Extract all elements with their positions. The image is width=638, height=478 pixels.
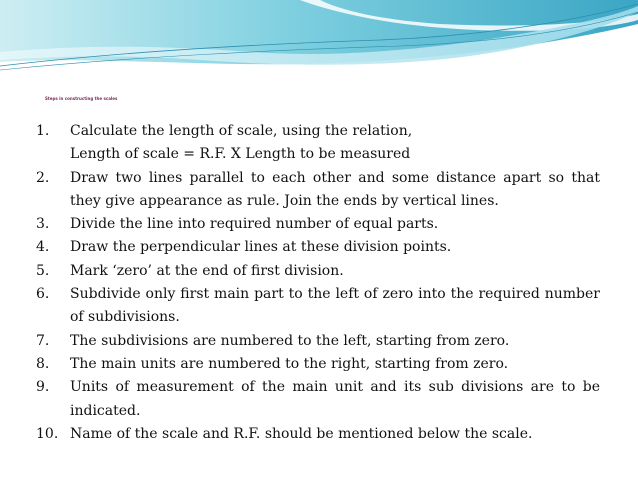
step-text: Length of scale = R.F. X Length to be measured xyxy=(70,146,411,163)
steps-list xyxy=(36,120,600,446)
step-number: 5. xyxy=(36,262,50,279)
step-number: 9. xyxy=(36,379,50,396)
step-item xyxy=(36,330,600,353)
step-text: Name of the scale and R.F. should be mentioned below the scale. xyxy=(70,425,533,442)
step-text: Calculate the length of scale, using the relation, xyxy=(70,123,413,139)
step-item xyxy=(36,120,600,167)
step-item xyxy=(36,376,600,423)
step-item xyxy=(36,353,600,376)
step-item xyxy=(36,236,600,259)
step-number: 3. xyxy=(36,216,50,233)
step-number: 8. xyxy=(36,355,50,372)
step-text: Mark ‘zero’ at the end of first division. xyxy=(70,262,344,279)
step-text: Units of measurement of the main unit and its sub divisions are to be indicated. xyxy=(70,379,600,419)
step-text: The main units are numbered to the right, starting from zero. xyxy=(70,355,509,372)
step-item xyxy=(36,213,600,236)
step-number: 6. xyxy=(36,286,50,303)
step-item xyxy=(36,423,600,446)
step-number: 1. xyxy=(36,123,50,139)
step-item xyxy=(36,260,600,283)
slide-title: Steps in constructing the scales xyxy=(45,96,118,101)
step-number: 10. xyxy=(36,425,59,442)
step-number: 7. xyxy=(36,332,50,349)
step-number: 4. xyxy=(36,239,50,256)
step-text: Divide the line into required number of equal parts. xyxy=(70,216,439,233)
step-item xyxy=(36,167,600,214)
step-number: 2. xyxy=(36,169,50,186)
header-wave-banner xyxy=(0,0,638,80)
step-text: Draw the perpendicular lines at these division points. xyxy=(70,239,452,256)
step-text: Subdivide only first main part to the left of zero into the required number of subdivisions. xyxy=(70,286,600,326)
step-text: The subdivisions are numbered to the left, starting from zero. xyxy=(70,332,510,349)
step-text: Draw two lines parallel to each other and some distance apart so that they give appearance as rule. Join the ends by vertical lines. xyxy=(70,169,600,209)
step-item xyxy=(36,283,600,330)
